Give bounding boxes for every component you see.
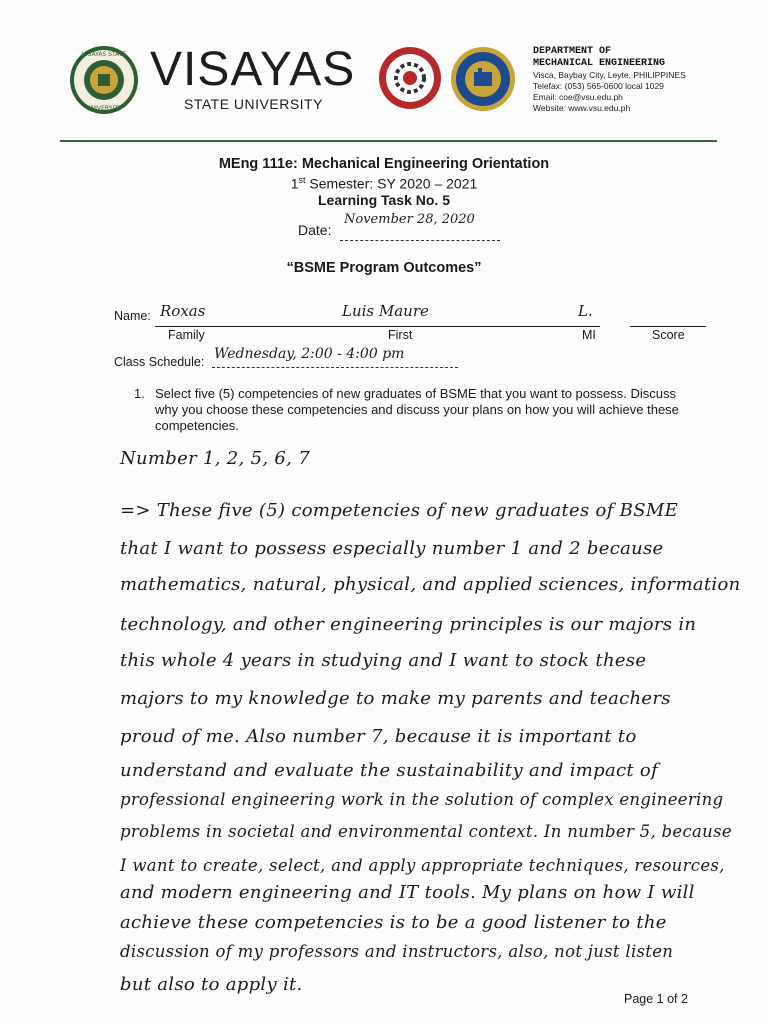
date-value: November 28, 2020 (344, 212, 475, 227)
score-label: Score (652, 328, 685, 342)
answer-line: professional engineering work in the solution of complex engineering (120, 790, 724, 809)
answer-line: mathematics, natural, physical, and applied sciences, information (120, 574, 741, 595)
answer-line: this whole 4 years in studying and I want to stock these (120, 650, 647, 671)
first-name-value: Luis Maure (342, 302, 429, 320)
answer-line: discussion of my professors and instructors, also, not just listen (120, 942, 674, 961)
brand-main: VISAYAS (150, 43, 356, 96)
answer-line: understand and evaluate the sustainability and impact of (120, 760, 659, 781)
answer-line: proud of me. Also number 7, because it is important to (120, 726, 637, 747)
brand-sub: STATE UNIVERSITY (184, 96, 323, 112)
department-address: Visca, Baybay City, Leyte, PHILIPPINES (533, 70, 686, 80)
question-number: 1. (134, 386, 145, 401)
task-title: Learning Task No. 5 (318, 192, 450, 208)
department-telefax: Telefax: (053) 565-0600 local 1029 (533, 81, 664, 91)
date-label: Date: (298, 222, 332, 238)
mi-label: MI (582, 328, 596, 342)
svg-text:UNIVERSITY: UNIVERSITY (86, 105, 122, 112)
schedule-field-line (212, 366, 458, 368)
middle-initial-value: L. (578, 302, 593, 320)
department-website: Website: www.vsu.edu.ph (533, 103, 631, 113)
course-title: MEng 111e: Mechanical Engineering Orientation (218, 156, 550, 172)
date-field-line (340, 226, 500, 241)
answer-line: but also to apply it. (120, 974, 303, 995)
university-seal-icon (68, 44, 140, 116)
answer-line: achieve these competencies is to be a good listener to the (120, 912, 667, 933)
semester-line (0, 175, 768, 192)
schedule-label: Class Schedule: (114, 355, 205, 369)
score-field-line (630, 326, 706, 327)
schedule-value: Wednesday, 2:00 - 4:00 pm (214, 346, 405, 362)
answer-line: I want to create, select, and apply appropriate techniques, resources, (120, 856, 725, 875)
answer-line: Number 1, 2, 5, 6, 7 (120, 448, 310, 469)
answer-line: problems in societal and environmental context. In number 5, because (120, 822, 732, 841)
engineering-college-logo-icon (378, 46, 442, 110)
svg-text:VISAYAS STATE: VISAYAS STATE (81, 51, 127, 58)
family-label: Family (168, 328, 205, 342)
name-label: Name: (114, 309, 151, 323)
name-field-line (155, 326, 600, 327)
first-label: First (388, 328, 413, 342)
answer-line: that I want to possess especially number 1 and 2 because (120, 538, 664, 559)
semester-text: Semester: SY 2020 – 2021 (305, 175, 478, 192)
header-divider (60, 140, 717, 142)
answer-line: => These five (5) competencies of new graduates of BSME (120, 500, 679, 521)
semester-suffix: st (298, 175, 306, 185)
mechanical-dept-logo-icon (450, 46, 516, 112)
outcome-title: “BSME Program Outcomes” (286, 260, 482, 276)
department-email: Email: coe@vsu.edu.ph (533, 92, 623, 102)
semester-number: 1 (290, 175, 299, 192)
department-contact-block (533, 46, 753, 114)
answer-line: majors to my knowledge to make my parents and teachers (120, 688, 671, 709)
department-title-line2: MECHANICAL ENGINEERING (533, 58, 666, 69)
family-name-value: Roxas (160, 302, 206, 320)
page-number: Page 1 of 2 (624, 992, 688, 1006)
question-text: Select five (5) competencies of new graduates of BSME that you want to possess. Discuss why you choose these competencies and discuss your plans on how you will achieve these competencies. (155, 386, 679, 433)
university-wordmark (150, 43, 356, 112)
answer-line: technology, and other engineering principles is our majors in (120, 614, 697, 635)
department-title-line1: DEPARTMENT OF (533, 46, 612, 57)
answer-line: and modern engineering and IT tools. My plans on how I will (120, 882, 695, 903)
